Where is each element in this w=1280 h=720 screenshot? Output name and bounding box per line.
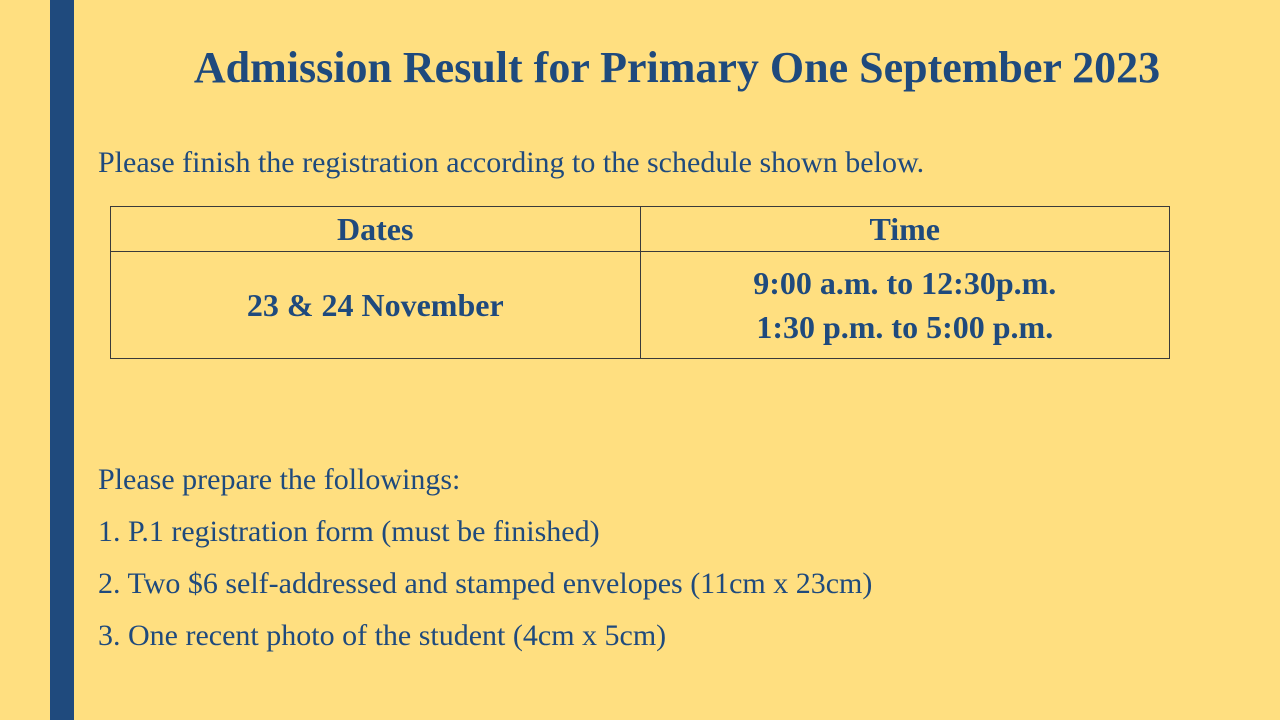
preparation-heading: Please prepare the followings:: [98, 463, 461, 496]
dates-header: Dates: [111, 207, 641, 252]
schedule-table: [110, 206, 1170, 359]
time-header: Time: [640, 207, 1170, 252]
schedule-header-row: [111, 207, 1170, 252]
schedule-row: [111, 252, 1170, 359]
morning-time: 9:00 a.m. to 12:30p.m.: [753, 265, 1057, 301]
dates-cell: 23 & 24 November: [111, 252, 641, 359]
intro-text: Please finish the registration according to the schedule shown below.: [98, 146, 925, 179]
list-item: 1. P.1 registration form (must be finished): [98, 515, 600, 548]
page-title: Admission Result for Primary One September 2023: [193, 43, 1161, 92]
preparation-list: [98, 454, 872, 662]
left-accent-bar: [50, 0, 74, 720]
list-item: 3. One recent photo of the student (4cm x 5cm): [98, 619, 667, 652]
afternoon-time: 1:30 p.m. to 5:00 p.m.: [756, 309, 1054, 345]
list-item: 2. Two $6 self-addressed and stamped envelopes (11cm x 23cm): [98, 567, 873, 600]
time-cell: [640, 252, 1170, 359]
